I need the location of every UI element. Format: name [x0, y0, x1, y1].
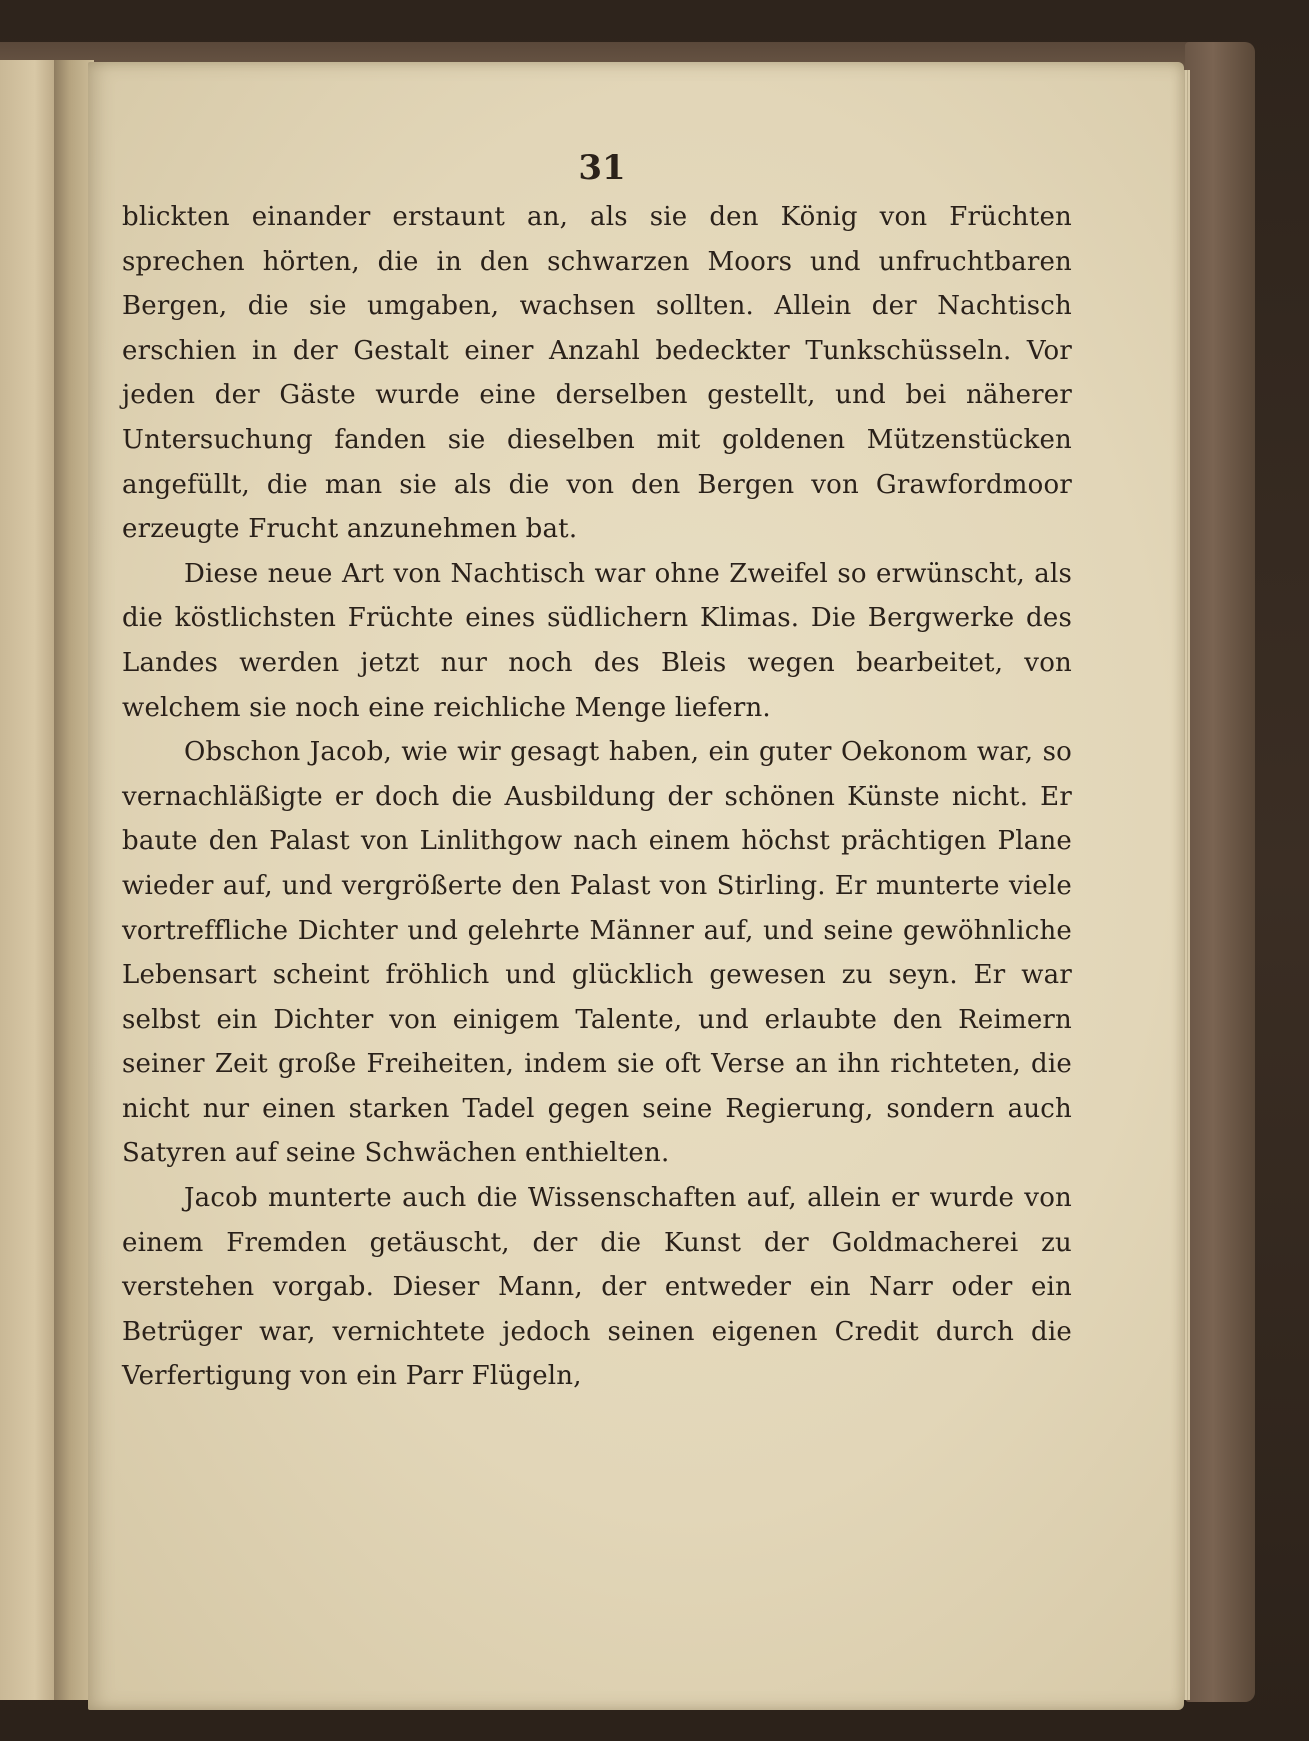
paragraph-1: blickten einander erstaunt an, als sie den König von Früchten sprechen hörten, die in den schwarzen Moors und unfruchtbaren Bergen, die sie umgaben, wachsen sollten. Allein der Nachtisch erschien in der Gestalt einer Anzahl bedeckter Tunkschüsseln. Vor jeden der Gäste wurde eine derselben gestellt, und bei näherer Untersuchung fanden sie dieselben mit goldenen Mützenstücken angefüllt, die man sie als die von den Bergen von Grawfordmoor erzeugte Frucht anzunehmen bat. [122, 202, 1072, 545]
paragraph-4: Jacob munterte auch die Wissenschaften auf, allein er wurde von einem Fremden getäuscht, der die Kunst der Goldmacherei zu verstehen vorgab. Dieser Mann, der entweder ein Narr oder ein Betrüger war, vernichtete jedoch seinen eigenen Credit durch die Verfertigung von ein Parr Flügeln, [122, 1183, 1072, 1392]
paragraph-2: Diese neue Art von Nachtisch war ohne Zweifel so erwünscht, als die köstlichsten Früchte eines südlichern Klimas. Die Bergwerke des Landes werden jetzt nur noch des Bleis wegen bearbeitet, von welchem sie noch eine reichliche Menge liefern. [122, 558, 1072, 723]
paragraph-3: Obschon Jacob, wie wir gesagt haben, ein guter Oekonom war, so vernachläßigte er doch die Ausbildung der schönen Künste nicht. Er baute den Palast von Linlithgow nach einem höchst prächtigen Plane wieder auf, und vergrößerte den Palast von Stirling. Er munterte viele vortreffliche Dichter und gelehrte Männer auf, und seine gewöhnliche Lebensart scheint fröhlich und glücklich gewesen zu seyn. Er war selbst ein Dichter von einigem Talente, und erlaubte den Reimern seiner Zeit große Freiheiten, indem sie oft Verse an ihn richteten, die nicht nur einen starken Tadel gegen seine Regierung, sondern auch Satyren auf seine Schwächen enthielten. [122, 737, 1072, 1169]
page-text [122, 195, 1072, 1399]
left-page-edge [0, 60, 58, 1700]
page-number: 31 [578, 148, 626, 188]
book-cover-right [1185, 42, 1255, 1702]
